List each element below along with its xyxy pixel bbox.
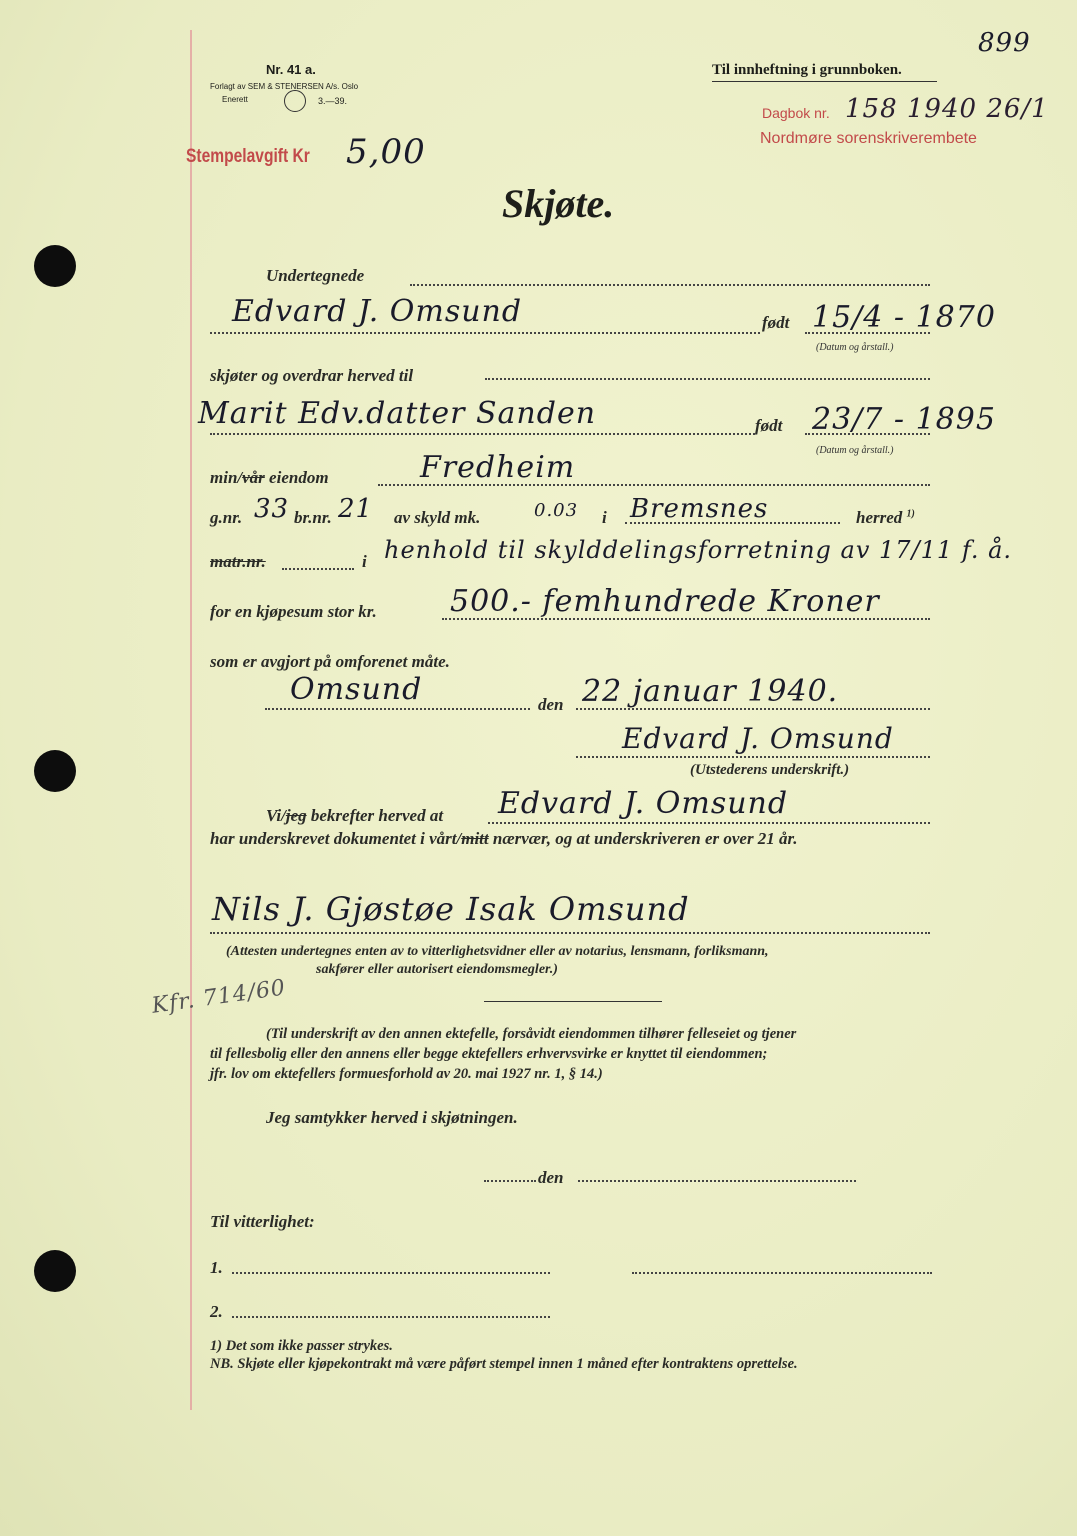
gnr-label: g.nr. bbox=[210, 508, 243, 527]
herred-label: herred $^{1)}$ bbox=[856, 508, 915, 527]
transfer-label: skjøter og overdrar herved til bbox=[210, 366, 414, 385]
consent-den: den bbox=[538, 1168, 564, 1187]
stamp-fee-label: Stempelavgift Kr bbox=[186, 146, 310, 167]
dotted-line bbox=[232, 1316, 550, 1318]
witnessed-text: har underskrevet dokumentet i vårt/mitt nærvær, og at underskriveren er over 21 år. bbox=[210, 829, 798, 848]
fodt-label: født bbox=[762, 313, 790, 332]
dotted-line bbox=[232, 1272, 550, 1274]
matr-value: henhold til skylddelingsforretning av 17/11 f. å. bbox=[384, 536, 1013, 564]
issuer-caption: (Utstederens underskrift.) bbox=[690, 762, 850, 778]
buyer-birth: 23/7 - 1895 bbox=[812, 402, 996, 437]
witness2-number: 2. bbox=[210, 1302, 223, 1321]
bnr-value: 21 bbox=[338, 494, 374, 524]
herred-value: Bremsnes bbox=[630, 494, 769, 524]
publisher-date: 3.—39. bbox=[318, 96, 348, 106]
dotted-line bbox=[805, 433, 930, 435]
property-name: Fredheim bbox=[420, 450, 576, 485]
seller-birth: 15/4 - 1870 bbox=[812, 300, 996, 335]
dagbok-value: 158 1940 26/1 bbox=[845, 94, 1049, 124]
dotted-line bbox=[805, 332, 930, 334]
witness1-number: 1. bbox=[210, 1258, 223, 1277]
punch-hole bbox=[34, 245, 76, 287]
skyld-value: 0.03 bbox=[534, 500, 579, 521]
fodt-label: født bbox=[755, 416, 783, 435]
dotted-line bbox=[625, 522, 840, 524]
punch-hole bbox=[34, 750, 76, 792]
footnote-1: 1) Det som ikke passer strykes. bbox=[210, 1338, 393, 1354]
witness-signatures: Nils J. Gjøstøe Isak Omsund bbox=[212, 890, 690, 928]
dotted-line bbox=[210, 332, 760, 334]
dotted-line bbox=[485, 378, 930, 380]
stamp-fee-value: 5,00 bbox=[346, 132, 426, 172]
publisher-line: Forlagt av SEM & STENERSEN A/s. Oslo bbox=[210, 82, 359, 91]
binding-note: Til innheftning i grunnboken. bbox=[712, 62, 902, 78]
dotted-line bbox=[210, 433, 755, 435]
dotted-line bbox=[378, 484, 930, 486]
undertegnede-label: Undertegnede bbox=[266, 266, 365, 285]
dotted-line bbox=[265, 708, 530, 710]
page-number: 899 bbox=[978, 28, 1031, 58]
dotted-line bbox=[578, 1180, 856, 1182]
binding-underline bbox=[712, 81, 937, 82]
dotted-line bbox=[442, 618, 930, 620]
dotted-line bbox=[210, 932, 930, 934]
divider bbox=[484, 1001, 662, 1002]
spouse-note: jfr. lov om ektefellers formuesforhold av 20. mai 1927 nr. 1, § 14.) bbox=[210, 1066, 603, 1082]
date-hint: (Datum og årstall.) bbox=[816, 342, 894, 353]
office-stamp: Nordmøre sorenskriverembete bbox=[760, 130, 977, 147]
seller-name: Edvard J. Omsund bbox=[232, 294, 523, 329]
form-number: Nr. 41 a. bbox=[266, 62, 316, 77]
publisher-logo-icon bbox=[284, 90, 306, 112]
dotted-line bbox=[282, 568, 354, 570]
attest-note: (Attesten undertegnes enten av to vitterlighetsvidner eller av notarius, lensmann, forliksmann, bbox=[226, 944, 769, 959]
date-hint: (Datum og årstall.) bbox=[816, 445, 894, 456]
buyer-name: Marit Edv.datter Sanden bbox=[198, 396, 597, 431]
spouse-note: til fellesbolig eller den annens eller begge ektefellers erhvervsvirke er knyttet til eiendommen; bbox=[210, 1046, 768, 1062]
dotted-line bbox=[484, 1180, 536, 1182]
settled-text: som er avgjort på omforenet måte. bbox=[210, 652, 450, 671]
dotted-line bbox=[576, 708, 930, 710]
eiendom-label: min/vår eiendom bbox=[210, 468, 329, 487]
dotted-line bbox=[488, 822, 930, 824]
matr-i-label: i bbox=[362, 552, 367, 571]
confirm-name: Edvard J. Omsund bbox=[498, 786, 789, 821]
margin-line bbox=[190, 30, 192, 1410]
dotted-line bbox=[576, 756, 930, 758]
attest-note: sakfører eller autorisert eiendomsmegler.) bbox=[316, 962, 558, 977]
publisher-enerett: Enerett bbox=[222, 95, 248, 104]
price-value: 500.- femhundrede Kroner bbox=[450, 584, 880, 619]
skyld-label: av skyld mk. bbox=[394, 508, 481, 527]
price-label: for en kjøpesum stor kr. bbox=[210, 602, 377, 621]
spouse-note: (Til underskrift av den annen ektefelle, forsåvidt eiendommen tilhører felleseiet og tjener bbox=[266, 1026, 797, 1042]
punch-hole bbox=[34, 1250, 76, 1292]
consent-text: Jeg samtykker herved i skjøtningen. bbox=[266, 1108, 518, 1127]
dotted-line bbox=[632, 1272, 932, 1274]
dagbok-label: Dagbok nr. bbox=[762, 105, 830, 121]
margin-note: Kfr. 714/60 bbox=[150, 975, 288, 1019]
i-label: i bbox=[602, 508, 607, 527]
issuer-signature: Edvard J. Omsund bbox=[622, 722, 894, 755]
page-title: Skjøte. bbox=[502, 181, 615, 226]
footnote-nb: NB. Skjøte eller kjøpekontrakt må være påført stempel innen 1 måned efter kontraktens oprettelse. bbox=[210, 1356, 798, 1372]
confirm-label: Vi/jeg bekrefter herved at bbox=[266, 806, 444, 825]
bnr-label: br.nr. bbox=[294, 508, 332, 527]
matr-label: matr.nr. bbox=[210, 552, 266, 571]
gnr-value: 33 bbox=[254, 494, 290, 524]
vitterlighet-label: Til vitterlighet: bbox=[210, 1212, 315, 1231]
date-value: 22 januar 1940. bbox=[582, 674, 839, 709]
place-value: Omsund bbox=[290, 672, 423, 707]
dotted-line bbox=[410, 284, 930, 286]
den-label: den bbox=[538, 695, 564, 714]
